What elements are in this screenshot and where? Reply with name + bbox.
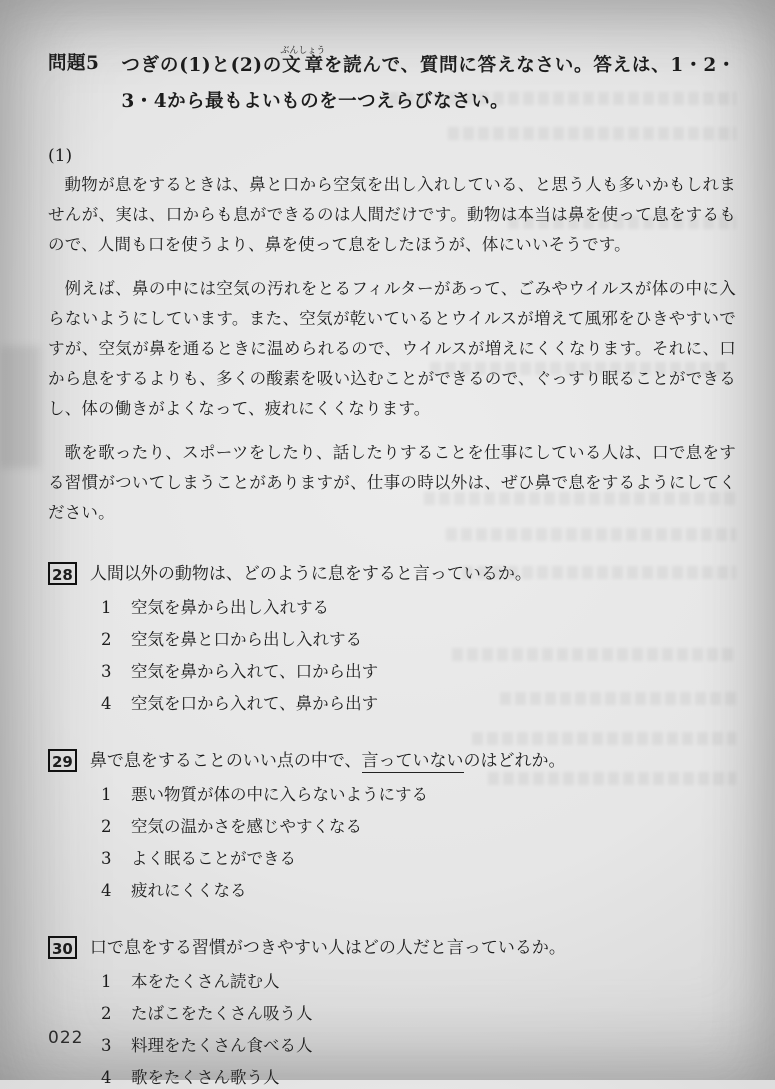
answer-option	[101, 815, 736, 838]
question-header	[48, 935, 736, 961]
answer-option	[101, 660, 736, 683]
option-number: 2	[101, 817, 112, 836]
question-text-pre: 口で息をする習慣がつきやすい人はどの人だと言っているか。	[89, 938, 566, 958]
passage-paragraph: 動物が息をするときは、鼻と口から空気を出し入れしている、と思う人も多いかもしれませんが、実は、口からも息ができるのは人間だけです。動物は本当は鼻を使って息をするもので、人間も口を使うより、鼻を使って息をしたほうが、体にいいそうです。	[48, 175, 736, 254]
problem-number-label: 問題5	[48, 53, 100, 74]
option-text: 空気を鼻から入れて、口から出す	[131, 662, 379, 681]
page-content	[48, 46, 736, 1089]
option-number: 2	[101, 1004, 112, 1023]
answer-option	[101, 596, 736, 619]
passage-paragraph: 歌を歌ったり、スポーツをしたり、話したりすることを仕事にしている人は、口で息をする習慣がついてしまうことがありますが、仕事の時以外は、ぜひ鼻で息をするようにしてください。	[48, 443, 736, 522]
ruby-furigana: ぶんしょう	[280, 46, 326, 56]
option-number: 4	[101, 881, 112, 900]
option-text: よく眠ることができる	[131, 849, 296, 868]
option-text: 疲れにくくなる	[131, 881, 247, 900]
answer-option	[101, 692, 736, 715]
option-number: 3	[101, 1036, 112, 1055]
question-text-pre: 鼻で息をすることのいい点の中で、	[89, 751, 362, 771]
option-number: 1	[101, 972, 112, 991]
question-number-badge: 28	[48, 562, 77, 585]
question-number-badge: 29	[48, 749, 77, 772]
answer-option	[101, 1002, 736, 1025]
problem-header	[48, 46, 736, 120]
option-number: 3	[101, 662, 112, 681]
ruby-bunshou	[280, 46, 326, 76]
answer-option	[101, 1066, 736, 1089]
question-header	[48, 561, 736, 587]
passage	[48, 170, 736, 528]
question-30	[48, 935, 736, 1089]
answer-option	[101, 783, 736, 806]
option-text: 料理をたくさん食べる人	[131, 1036, 313, 1055]
option-text: 空気を鼻から出し入れする	[131, 598, 329, 617]
answer-option	[101, 879, 736, 902]
option-text: 悪い物質が体の中に入らないようにする	[131, 785, 428, 804]
instruction-pre: つぎの(1)と(2)の	[121, 55, 283, 76]
instruction-post: を読んで、質問に答えなさい。答えは、1・2・3・4から最もよいものを一つえらびなさい。	[121, 55, 736, 112]
passage-section-label: (1)	[48, 146, 73, 166]
option-number: 3	[101, 849, 112, 868]
option-number: 1	[101, 785, 112, 804]
answer-option	[101, 847, 736, 870]
page-number: 022	[48, 1028, 84, 1048]
option-text: 空気の温かさを感じやすくなる	[131, 817, 362, 836]
ruby-base: 文章	[280, 55, 326, 76]
question-text	[90, 748, 736, 774]
option-number: 4	[101, 694, 112, 713]
question-text-pre: 人間以外の動物は、どのように息をすると言っているか。	[89, 564, 532, 584]
option-text: 歌をたくさん歌う人	[131, 1068, 280, 1087]
question-29	[48, 748, 736, 902]
option-text: たばこをたくさん吸う人	[131, 1004, 313, 1023]
question-text-underlined: 言っていない	[361, 751, 464, 771]
question-text-post: のはどれか。	[463, 751, 566, 771]
question-list	[48, 561, 736, 1089]
question-number-badge: 30	[48, 936, 77, 959]
option-number: 4	[101, 1068, 112, 1087]
option-number: 2	[101, 630, 112, 649]
option-number: 1	[101, 598, 112, 617]
question-text	[90, 561, 736, 587]
question-text	[90, 935, 736, 961]
answer-option	[101, 1034, 736, 1057]
option-text: 本をたくさん読む人	[131, 972, 280, 991]
problem-instruction	[121, 46, 736, 120]
passage-paragraph: 例えば、鼻の中には空気の汚れをとるフィルターがあって、ごみやウイルスが体の中に入らないようにしています。また、空気が乾いているとウイルスが増えて風邪をひきやすいですが、空気が鼻を通るときに温められるので、ウイルスが増えにくくなります。それに、口から息をするよりも、多くの酸素を吸い込むことができるので、ぐっすり眠ることができるし、体の働きがよくなって、疲れにくくなります。	[48, 279, 736, 418]
bleedthrough-side-tab	[0, 346, 40, 468]
answer-option	[101, 628, 736, 651]
option-text: 空気を鼻と口から出し入れする	[131, 630, 362, 649]
answer-option	[101, 970, 736, 993]
option-text: 空気を口から入れて、鼻から出す	[131, 694, 379, 713]
question-header	[48, 748, 736, 774]
question-28	[48, 561, 736, 715]
